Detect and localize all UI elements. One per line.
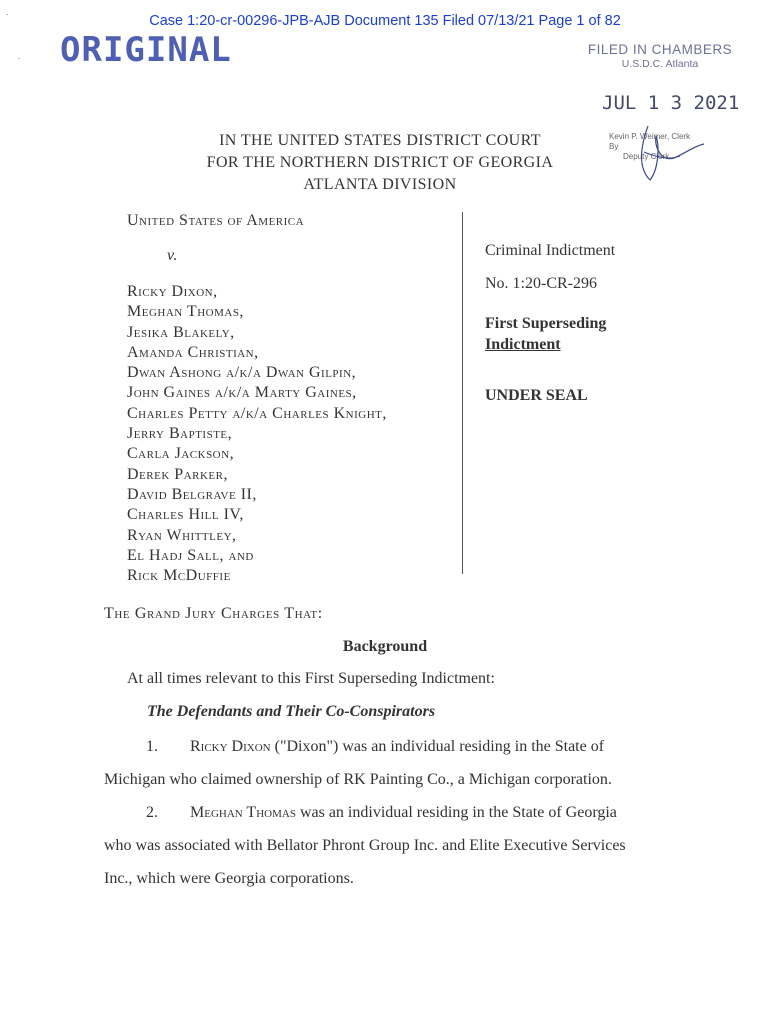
defendant-name: David Belgrave II, <box>127 485 257 503</box>
paragraph-2 <box>104 796 704 895</box>
filed-stamp-line2: U.S.D.C. Atlanta <box>621 58 699 70</box>
court-line-1: IN THE UNITED STATES DISTRICT COURT <box>219 132 541 149</box>
superseding-line-2: Indictment <box>485 336 561 353</box>
defendant-name: Charles Hill IV, <box>127 506 244 524</box>
superseding-label <box>485 313 725 355</box>
clerk-signature <box>600 118 710 188</box>
defendant-name: Jerry Baptiste, <box>127 425 233 443</box>
paragraph-1-line-2: Michigan who claimed ownership of RK Painting Co., a Michigan corporation. <box>104 771 612 788</box>
subsection-heading: The Defendants and Their Co-Conspirators <box>147 703 436 720</box>
defendant-name: Carla Jackson, <box>127 445 235 463</box>
intro-sentence: At all times relevant to this First Superseding Indictment: <box>127 670 495 687</box>
court-line-3: ATLANTA DIVISION <box>303 176 457 193</box>
case-type: Criminal Indictment <box>485 242 616 259</box>
versus-label: v. <box>167 247 178 264</box>
grand-jury-charges: The Grand Jury Charges That: <box>104 605 323 622</box>
paragraph-1 <box>104 730 704 796</box>
defendant-name: El Hadj Sall, and <box>127 546 254 564</box>
paragraph-number: 1. <box>146 738 158 755</box>
filed-stamp-date: JUL 1 3 2021 <box>602 92 740 114</box>
court-line-2: FOR THE NORTHERN DISTRICT OF GEORGIA <box>206 154 554 171</box>
defendant-reference: Ricky Dixon <box>190 738 271 755</box>
filed-stamp-line1: FILED IN CHAMBERS <box>587 42 733 57</box>
plaintiff-name: United States of America <box>127 212 305 229</box>
original-stamp: ORIGINAL <box>60 30 232 70</box>
defendant-name: Amanda Christian, <box>127 343 259 361</box>
paragraph-text: was an individual residing in the State of Georgia <box>295 804 617 821</box>
clerk-name: Kevin P. Weimer, Clerk <box>609 132 691 141</box>
caption-divider <box>462 212 463 574</box>
paragraph-2-line-3: Inc., which were Georgia corporations. <box>104 870 354 887</box>
caption-case-info <box>485 240 725 407</box>
case-header-line: Case 1:20-cr-00296-JPB-AJB Document 135 Filed 07/13/21 Page 1 of 82 <box>149 13 621 29</box>
under-seal-label: UNDER SEAL <box>485 387 588 404</box>
section-heading: Background <box>342 638 428 655</box>
defendant-name: Ricky Dixon, <box>127 283 218 300</box>
scan-speck <box>18 58 20 59</box>
paragraph-2-line-1 <box>104 796 704 829</box>
paragraph-text: ("Dixon") was an individual residing in the State of <box>270 738 605 755</box>
caption-parties <box>127 210 462 586</box>
defendant-name: Derek Parker, <box>127 465 228 483</box>
clerk-by: By <box>609 142 619 151</box>
defendant-name: Rick McDuffie <box>127 567 231 585</box>
paragraph-2-line-2: who was associated with Bellator Phront Group Inc. and Elite Executive Services <box>104 837 626 854</box>
paragraph-number: 2. <box>146 804 158 821</box>
defendant-name: Charles Petty a/k/a Charles Knight, <box>127 404 387 422</box>
defendant-name: Meghan Thomas, <box>127 303 244 321</box>
superseding-line-1: First Superseding <box>485 315 607 332</box>
defendant-list <box>127 282 462 586</box>
deputy-clerk: Deputy Clerk <box>623 152 670 161</box>
case-number: No. 1:20-CR-296 <box>485 275 597 292</box>
court-title <box>150 130 610 196</box>
scan-speck <box>6 14 8 15</box>
defendant-name: John Gaines a/k/a Marty Gaines, <box>127 384 357 402</box>
paragraph-1-line-1 <box>104 730 704 763</box>
filed-in-chambers-stamp <box>560 42 760 70</box>
defendant-reference: Meghan Thomas <box>190 804 296 821</box>
defendant-name: Ryan Whittley, <box>127 526 237 544</box>
defendant-name: Jesika Blakely, <box>127 323 235 341</box>
defendant-name: Dwan Ashong a/k/a Dwan Gilpin, <box>127 364 357 382</box>
